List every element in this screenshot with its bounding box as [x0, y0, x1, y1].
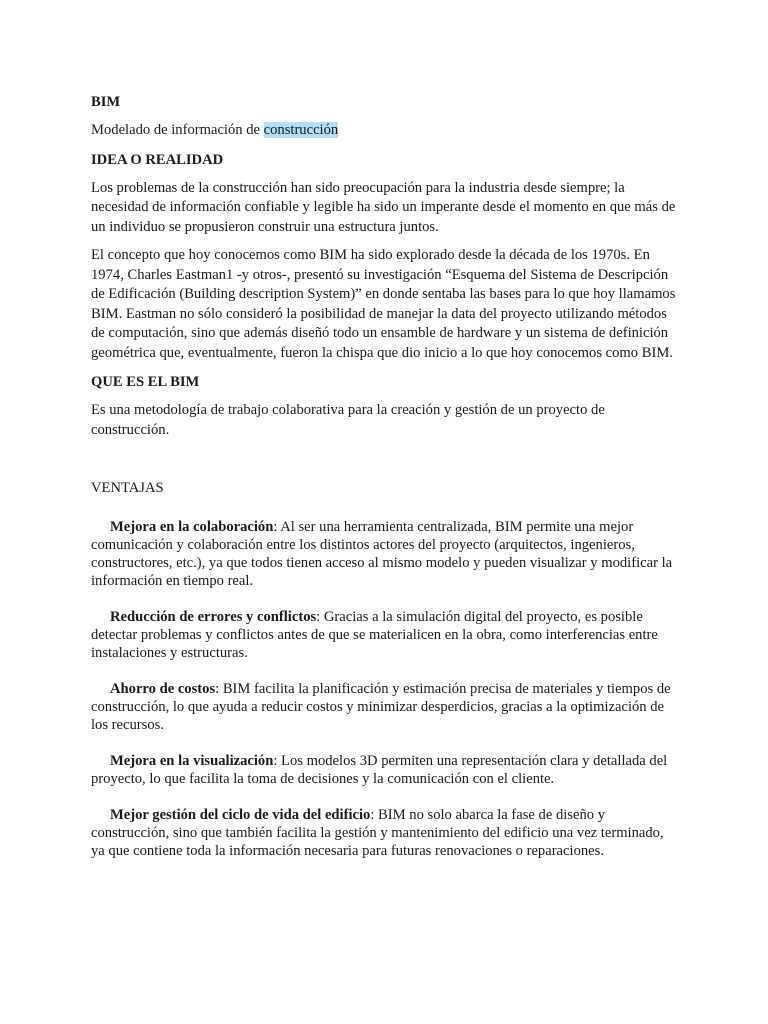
- ventaja-item: [91, 806, 681, 860]
- ventaja-term: Mejora en la visualización: [110, 752, 274, 769]
- paragraph-problems: Los problemas de la construcción han sido preocupación para la industria desde siempre; la necesidad de información confiable y legible ha sido un imperante desde el momento en que más de un individuo se propusieron construir una estructura juntos.: [91, 179, 676, 235]
- section-heading-ventajas: VENTAJAS: [91, 480, 164, 496]
- paragraph-definition: Es una metodología de trabajo colaborativa para la creación y gestión de un proyecto de construcción.: [91, 402, 605, 438]
- document-title: BIM: [91, 94, 121, 110]
- ventaja-term: Mejor gestión del ciclo de vida del edificio: [110, 806, 371, 823]
- ventaja-item: [91, 680, 681, 734]
- ventaja-text: : Gracias a la simulación digital del proyecto, es posible detectar problemas y conflictos antes de que se materialicen en la obra, como interferencias entre instalaciones y estructuras.: [91, 608, 658, 661]
- ventaja-term: Reducción de errores y conflictos: [110, 608, 317, 625]
- ventaja-text: : Al ser una herramienta centralizada, BIM permite una mejor comunicación y colaboración entre los distintos actores del proyecto (arquitectos, ingenieros, constructores, etc.), ya que todos tienen acceso al mismo modelo y pueden visualizar y modificar la información en tiempo real.: [91, 518, 673, 589]
- ventaja-text: : Los modelos 3D permiten una representación clara y detallada del proyecto, lo que facilita la toma de decisiones y la comunicación con el cliente.: [91, 752, 668, 787]
- ventaja-text: : BIM no solo abarca la fase de diseño y construcción, sino que también facilita la gestión y mantenimiento del edificio una vez terminado, ya que contiene toda la información necesaria para futuras renovaciones o reparaciones.: [91, 806, 664, 859]
- ventaja-term: Ahorro de costos: [110, 680, 216, 697]
- ventaja-item: [91, 752, 681, 788]
- document-subtitle: [91, 121, 681, 141]
- subtitle-prefix: Modelado de información de: [91, 122, 264, 138]
- section-heading-idea: IDEA O REALIDAD: [91, 151, 224, 168]
- ventaja-item: [91, 518, 681, 590]
- ventaja-item: [91, 608, 681, 662]
- subtitle-highlighted-word[interactable]: construcción: [263, 122, 339, 138]
- ventaja-text: : BIM facilita la planificación y estimación precisa de materiales y tiempos de construcción, lo que ayuda a reducir costos y minimizar desperdicios, gracias a la optimización de los recursos.: [91, 680, 671, 733]
- document-page: [91, 92, 681, 860]
- paragraph-concept: El concepto que hoy conocemos como BIM ha sido explorado desde la década de los 1970s. En 1974, Charles Eastman1 -y otros-, presentó su investigación “Esquema del Sistema de Descripción de Edificación (Building description System)” en donde sentaba las bases para lo que hoy llamamos BIM. Eastman no sólo consideró la posibilidad de manejar la data del proyecto utilizando métodos de computación, sino que además diseñó todo un ensamble de hardware y un sistema de definición geométrica que, eventualmente, fueron la chispa que dio inicio a lo que hoy conocemos como BIM.: [91, 247, 676, 361]
- ventaja-term: Mejora en la colaboración: [110, 518, 274, 535]
- section-heading-que-es: QUE ES EL BIM: [91, 374, 200, 390]
